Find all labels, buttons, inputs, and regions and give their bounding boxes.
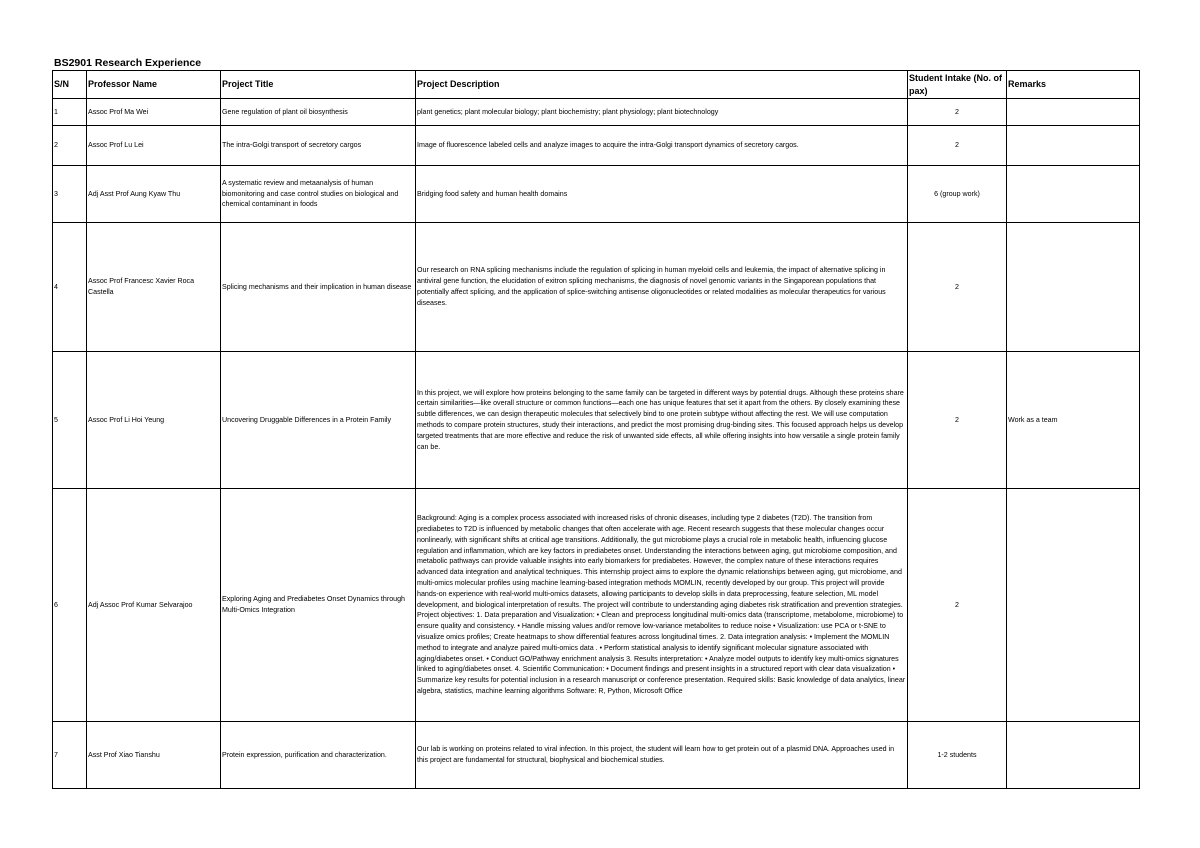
- cell-intake: 2: [908, 99, 1007, 126]
- cell-professor: Adj Assoc Prof Kumar Selvarajoo: [87, 489, 221, 722]
- cell-description: Our lab is working on proteins related to viral infection. In this project, the student will learn how to get protein out of a plasmid DNA. Approaches used in this project are fundamental for structural, biophysical and biochemical studies.: [416, 722, 908, 789]
- table-row: [53, 126, 1140, 166]
- header-remarks: Remarks: [1007, 71, 1140, 99]
- header-project-title: Project Title: [221, 71, 416, 99]
- page-title: BS2901 Research Experience: [54, 57, 202, 69]
- cell-description: In this project, we will explore how proteins belonging to the same family can be targeted in different ways by potential drugs. Although these proteins share certain similarities—like overall structure or common functions—each one has unique features that set it apart from the others. By closely examining these subtle differences, we can design therapeutic molecules that selectively bind to one protein subtype without affecting the rest. We will use computation methods to compare protein structures, study their interactions, and predict the most promising drug-binding sites. This focused approach helps us develop targeted treatments that are more effective and reduce the risk of unwanted side effects, all while offering insights into how versatile a single protein family can be.: [416, 352, 908, 489]
- cell-sn: 6: [53, 489, 87, 722]
- cell-description: plant genetics; plant molecular biology; plant biochemistry; plant physiology; plant biotechnology: [416, 99, 908, 126]
- cell-description: Background: Aging is a complex process associated with increased risks of chronic diseases, including type 2 diabetes (T2D). The transition from prediabetes to T2D is influenced by metabolic changes that often accelerate with age. Recent research suggests that these molecular changes occur nonlinearly, with significant shifts at critical age transitions. Additionally, the gut microbiome plays a crucial role in metabolic health, influencing glucose regulation and inflammation, which are key factors in prediabetes onset. Understanding the interactions between aging, gut microbiome composition, and metabolic pathways can provide valuable insights into early biomarkers for prediabetes. However, the complex nature of these interactions requires advanced data integration and analytical techniques. This internship project aims to explore the dynamic relationships between aging, gut microbiome, and multi-omics molecular profiles using machine learning-based integration methods MOMLIN, recently developed by our group. This project will provide hands-on experience with real-world multi-omics datasets, allowing participants to develop skills in data preprocessing, feature selection, ML model development, and biological interpretation of results. The project will contribute to understanding aging diabetes risk stratification and prevention strategies. Project objectives: 1. Data preparation and Visualization: • Clean and preprocess longitudinal multi-omics data (transcriptome, metabolome, microbiome) to ensure quality and consistency. • Handle missing values and/or remove low-variance metabolites to reduce noise • Visualization: use PCA or t-SNE to visualize omics profiles; Create heatmaps to show differential features across longitudinal times. 2. Data integration analysis: • Implement the MOMLIN method to integrate and analyze paired multi-omics data . • Perform statistical analysis to identify significant molecular signature associated with aging/diabetes onset. • Conduct GO/Pathway enrichment analysis 3. Results interpretation: • Analyze model outputs to identify key multi-omics signatures linked to aging/diabetes onset. 4. Scientific Communication: • Document findings and present insights in a structured report with clear data visualization • Summarize key results for potential inclusion in a research manuscript or conference presentation. Required skills: Basic knowledge of data analytics, linear algebra, statistics, machine learning algorithms Software: R, Python, Microsoft Office: [416, 489, 908, 722]
- cell-remarks: Work as a team: [1007, 352, 1140, 489]
- research-projects-table: [52, 70, 1140, 789]
- cell-title: Uncovering Druggable Differences in a Protein Family: [221, 352, 416, 489]
- header-project-description: Project Description: [416, 71, 908, 99]
- cell-intake: 1-2 students: [908, 722, 1007, 789]
- cell-intake: 2: [908, 489, 1007, 722]
- cell-sn: 2: [53, 126, 87, 166]
- cell-intake: 2: [908, 126, 1007, 166]
- cell-description: Image of fluorescence labeled cells and analyze images to acquire the intra-Golgi transport dynamics of secretory cargos.: [416, 126, 908, 166]
- table-header-row: [53, 71, 1140, 99]
- cell-title: Protein expression, purification and characterization.: [221, 722, 416, 789]
- cell-title: Exploring Aging and Prediabetes Onset Dynamics through Multi-Omics Integration: [221, 489, 416, 722]
- cell-remarks: [1007, 722, 1140, 789]
- cell-professor: Adj Asst Prof Aung Kyaw Thu: [87, 166, 221, 223]
- cell-sn: 1: [53, 99, 87, 126]
- cell-professor: Asst Prof Xiao Tianshu: [87, 722, 221, 789]
- cell-title: Gene regulation of plant oil biosynthesis: [221, 99, 416, 126]
- cell-sn: 3: [53, 166, 87, 223]
- cell-description: Bridging food safety and human health domains: [416, 166, 908, 223]
- cell-remarks: [1007, 166, 1140, 223]
- cell-professor: Assoc Prof Lu Lei: [87, 126, 221, 166]
- cell-title: The intra-Golgi transport of secretory cargos: [221, 126, 416, 166]
- cell-sn: 7: [53, 722, 87, 789]
- table-row: [53, 223, 1140, 352]
- cell-sn: 4: [53, 223, 87, 352]
- cell-remarks: [1007, 489, 1140, 722]
- cell-intake: 2: [908, 223, 1007, 352]
- cell-remarks: [1007, 99, 1140, 126]
- cell-professor: Assoc Prof Ma Wei: [87, 99, 221, 126]
- table-row: [53, 489, 1140, 722]
- cell-professor: Assoc Prof Li Hoi Yeung: [87, 352, 221, 489]
- cell-intake: 6 (group work): [908, 166, 1007, 223]
- cell-remarks: [1007, 126, 1140, 166]
- cell-title: A systematic review and metaanalysis of human biomonitoring and case control studies on biological and chemical contaminant in foods: [221, 166, 416, 223]
- cell-sn: 5: [53, 352, 87, 489]
- cell-title: Splicing mechanisms and their implication in human disease: [221, 223, 416, 352]
- cell-description: Our research on RNA splicing mechanisms include the regulation of splicing in human myeloid cells and leukemia, the impact of alternative splicing in antiviral gene function, the elucidation of exitron splicing mechanisms, the diagnosis of novel genomic variants in the Singaporean populations that potentially affect splicing, and the application of splice-switching antisense oligonucleotides or related modalities as molecular therapeutics for various diseases.: [416, 223, 908, 352]
- cell-remarks: [1007, 223, 1140, 352]
- table-row: [53, 166, 1140, 223]
- cell-intake: 2: [908, 352, 1007, 489]
- table-row: [53, 99, 1140, 126]
- header-student-intake: Student Intake (No. of pax): [908, 71, 1007, 99]
- cell-professor: Assoc Prof Francesc Xavier Roca Castella: [87, 223, 221, 352]
- table-row: [53, 352, 1140, 489]
- header-professor-name: Professor Name: [87, 71, 221, 99]
- header-sn: S/N: [53, 71, 87, 99]
- table-row: [53, 722, 1140, 789]
